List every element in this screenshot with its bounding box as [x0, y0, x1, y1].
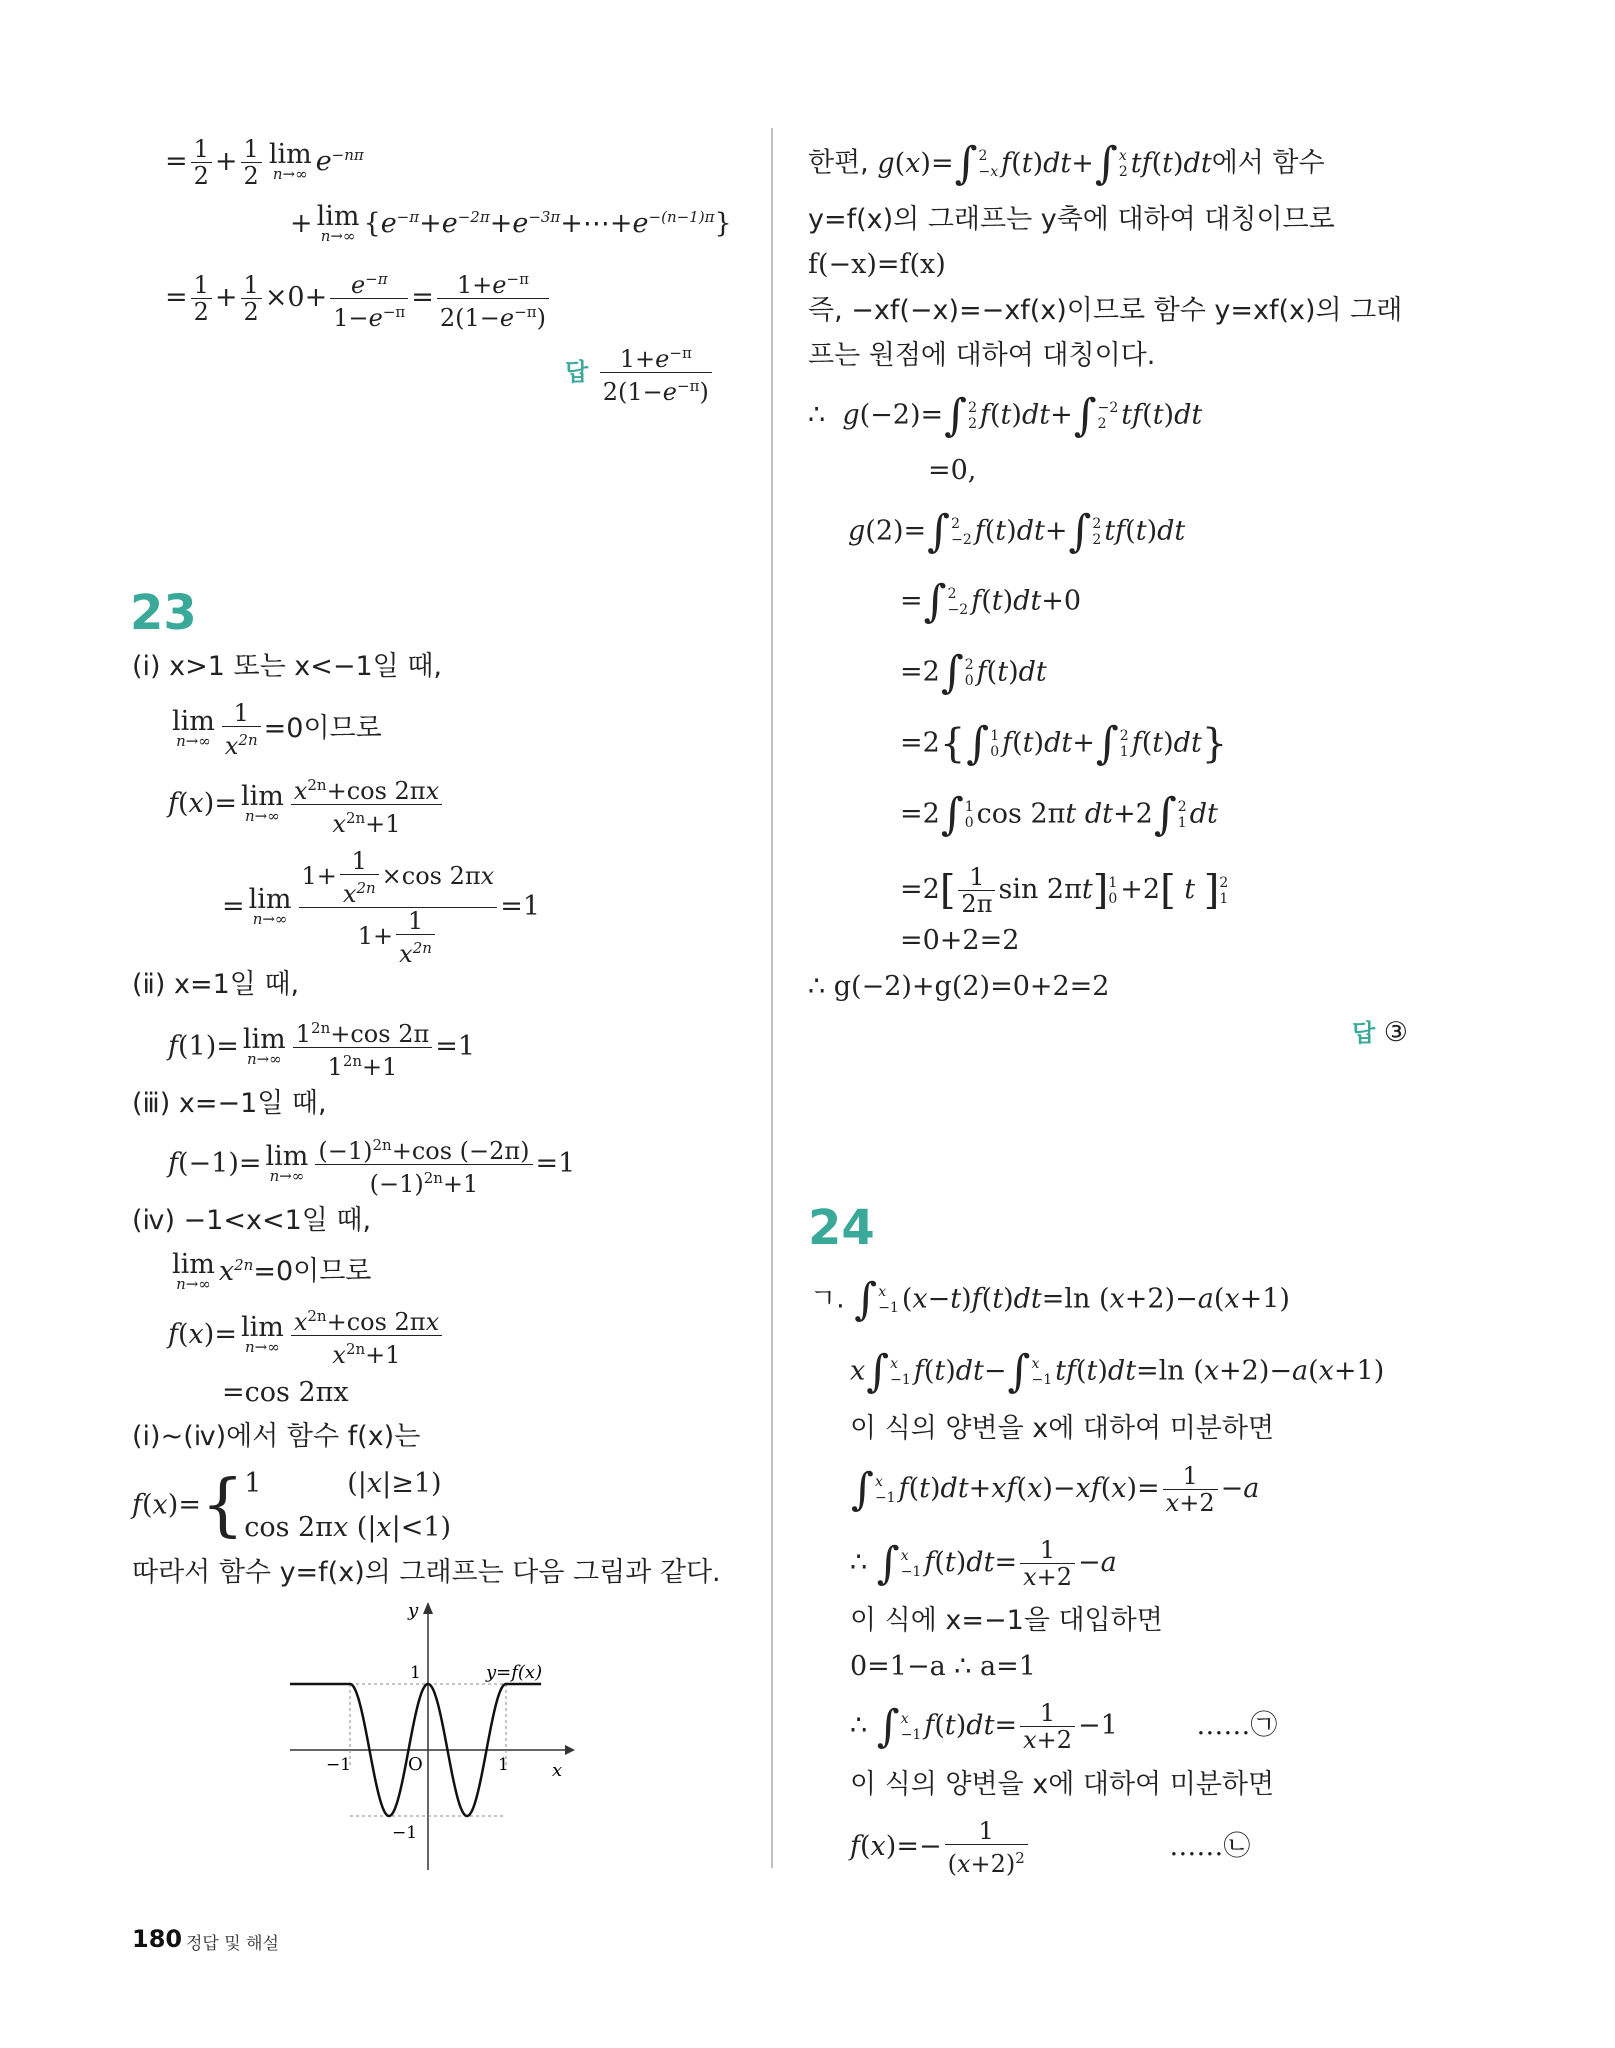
right-g2-4: =2{∫ 1 0 f(t)dt+∫ 2 1 f(t)dt}: [900, 718, 1228, 769]
column-divider: [771, 128, 773, 1868]
p24-expand: x∫ x −1 f(t)dt−∫ x −1 tf(t)dt=ln (x+2)−a(x+1): [850, 1346, 1385, 1397]
right-g2-1: g(2)=∫ 2 −2 f(t)dt+∫ 2 2 tf(t)dt: [848, 506, 1186, 557]
tick-y-neg1: −1: [392, 1823, 418, 1843]
left-top-eq-2: + lim n→∞ $\{e^{-\pi}+e^{-2\pi}+e^{-3\pi}+\cdots+e^{-(n-1)\pi}\}$: [290, 200, 732, 245]
p23-case1-lim: lim n→∞ $\frac{1}{x^{2n}}$ =0이므로: [172, 699, 382, 760]
right-g2-6: =2[ $\frac{1}{2\pi}$ sin 2πt] 1 0 +2[ t ] 2 1: [900, 863, 1229, 918]
p23-piecewise: f(x)={ 1 (|x|≥1) cos 2πx (|x|<1): [132, 1466, 452, 1545]
right-g2-5: =2∫ 1 0 cos 2πt dt+2∫ 2 1 dt: [900, 789, 1218, 840]
right-answer-label: 답: [1352, 1019, 1376, 1047]
p23-case1-lim-tail: =0이므로: [263, 713, 382, 744]
p23-case1-head: (ⅰ) x>1 또는 x<−1일 때,: [132, 651, 442, 682]
p23-case1-f2: = lim n→∞ 1+ $\frac{1}{x^{2n}}$ ×cos 2πx 1+ $\frac{1}{x^{2n}}$ =1: [222, 847, 541, 968]
p24-mark-1: ……㉠: [1196, 1710, 1278, 1741]
right-line5: 프는 원점에 대하여 대칭이다.: [808, 340, 1156, 371]
p23-case2-eq: f(1)= lim n→∞ $\frac{1^{2n}+\cos 2\pi}{1^{2n}+1}$ =1: [168, 1015, 475, 1080]
p24-result-2: ∴ ∫ x −1 f(t)dt= $\frac{1}{x+2}$ −1 ……㉠: [850, 1699, 1278, 1754]
right-conclusion: ∴ g(−2)+g(2)=0+2=2: [808, 971, 1110, 1002]
x-axis-arrow: [565, 1745, 575, 1755]
p23-graph-sentence: 따라서 함수 y=f(x)의 그래프는 다음 그림과 같다.: [132, 1557, 721, 1588]
tick-x-pos1: 1: [498, 1755, 509, 1775]
y-axis-label: y: [408, 1600, 419, 1621]
right-line2: y=f(x)의 그래프는 y축에 대하여 대칭이므로: [808, 204, 1335, 235]
problem-number-23: 23: [130, 585, 197, 641]
p23-summary: (ⅰ)~(ⅳ)에서 함수 f(x)는: [132, 1421, 421, 1452]
p24-derivative: ∫ x −1 f(t)dt+xf(x)−xf(x)= $\frac{1}{x+2}$ −a: [851, 1462, 1260, 1517]
right-line1-prefix: 한편,: [808, 147, 869, 179]
left-top-eq-1: = $\frac{1}{2}$ + $\frac{1}{2}$ lim n→∞ $e^{-n\pi}$: [165, 135, 364, 190]
answer-label: 답: [565, 358, 589, 386]
right-line4: 즉, −xf(−x)=−xf(x)이므로 함수 y=xf(x)의 그래: [808, 295, 1403, 326]
x-axis-label: x: [552, 1760, 563, 1781]
function-graph: [290, 1600, 610, 1870]
p24-fx: f(x)=− $\frac{1}{(x+2)^2}$ ……㉡: [850, 1817, 1251, 1878]
p23-case3-eq: f(−1)= lim n→∞ $\frac{(-1)^{2n}+\cos (-2\pi)}{(-1)^{2n}+1}$ =1: [168, 1132, 575, 1197]
page-number: 180: [132, 1925, 183, 1953]
right-line1-suffix: 에서 함수: [1211, 147, 1325, 179]
problem-number-24: 24: [808, 1200, 875, 1256]
p23-case1-f: f(x)= lim n→∞ $\frac{x^{2n}+\cos 2\pi x}{x^{2n}+1}$: [168, 772, 445, 837]
p23-case4-f: f(x)= lim n→∞ $\frac{x^{2n}+\cos 2\pi x}{x^{2n}+1}$: [168, 1303, 445, 1368]
p24-mark-2: ……㉡: [1169, 1831, 1251, 1862]
p23-case4-head: (ⅳ) −1<x<1일 때,: [132, 1205, 372, 1236]
right-answer-value: ③: [1383, 1017, 1408, 1048]
p23-case4-lim: lim n→∞ $x^{2n}=0$이므로: [172, 1248, 372, 1293]
tick-x-neg1: −1: [326, 1755, 352, 1775]
p24-diff-sentence-1: 이 식의 양변을 x에 대하여 미분하면: [850, 1413, 1275, 1444]
left-top-eq-3: = $\frac{1}{2}$ + $\frac{1}{2}$ ×0+ $\frac{e^{-\pi}}{1-e^{-\pi}}$ = $\frac{1+e^{-\pi}}{2(1-e^{-\pi})}$: [165, 266, 552, 331]
p24-sub-sentence: 이 식에 x=−1을 대입하면: [850, 1605, 1163, 1636]
p23-cos-line: =cos 2πx: [222, 1377, 349, 1408]
right-line1: 한편, g(x)=∫ 2 −x f(t)dt+∫ x 2 tf(t)dt에서 함수: [808, 138, 1325, 189]
left-top-answer: 답 $\frac{1+e^{-\pi}}{2(1-e^{-\pi})}$: [565, 340, 715, 405]
footer-section: 정답 및 해설: [186, 1934, 279, 1954]
y-axis-arrow: [423, 1602, 433, 1614]
right-line3: f(−x)=f(x): [808, 249, 946, 280]
p23-case3-head: (ⅲ) x=−1일 때,: [132, 1088, 327, 1119]
curve-label: y=f(x): [486, 1662, 543, 1683]
right-g2-7: =0+2=2: [900, 925, 1020, 956]
right-g2-2: =∫ 2 −2 f(t)dt+0: [900, 576, 1082, 627]
p24-a-result: 0=1−a ∴ a=1: [850, 1651, 1036, 1682]
right-g2-3: =2∫ 2 0 f(t)dt: [900, 647, 1047, 698]
p23-case2-head: (ⅱ) x=1일 때,: [132, 969, 300, 1000]
p24-item-label: ㄱ.: [810, 1283, 845, 1315]
right-g-neg2: ∴ g(−2)=∫ 2 2 f(t)dt+∫ −2 2 tf(t)dt: [808, 390, 1203, 441]
p24-item-a: ㄱ. ∫ x −1 (x−t)f(t)dt=ln (x+2)−a(x+1): [810, 1274, 1290, 1325]
tick-y-pos1: 1: [410, 1663, 421, 1683]
p24-diff-sentence-2: 이 식의 양변을 x에 대하여 미분하면: [850, 1769, 1275, 1800]
p23-case4-lim-tail: =0이므로: [253, 1256, 372, 1287]
right-eq-zero: =0,: [928, 455, 977, 486]
p24-result: ∴ ∫ x −1 f(t)dt= $\frac{1}{x+2}$ −a: [850, 1536, 1117, 1591]
right-answer: [1352, 1016, 1408, 1050]
origin-label: O: [408, 1754, 423, 1775]
